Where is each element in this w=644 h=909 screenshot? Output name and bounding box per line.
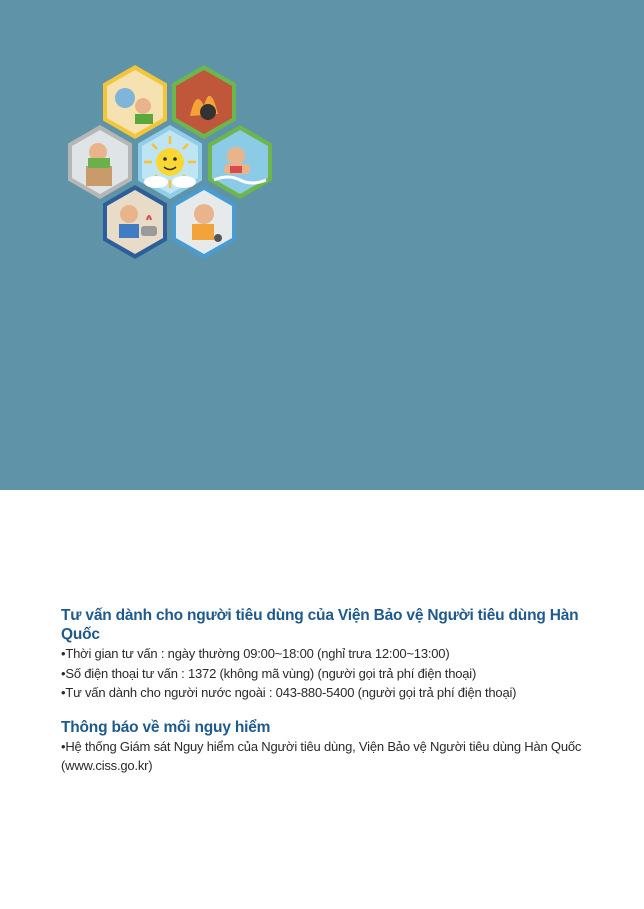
burn-child-icon [103, 185, 167, 259]
fan-child-icon [103, 65, 167, 139]
consultation-heading: Tư vấn dành cho người tiêu dùng của Viện Bảo vệ Người tiêu dùng Hàn Quốc [61, 607, 579, 643]
consultation-phone: •Số điện thoại tư vấn : 1372 (không mã vùng) (người gọi trả phí điện thoại) [61, 665, 477, 681]
consumer-info [61, 606, 601, 776]
consultation-hours: •Thời gian tư vấn : ngày thường 09:00~18:00 (nghỉ trưa 12:00~13:00) [61, 646, 450, 661]
choking-child-icon [172, 185, 236, 259]
hazard-notice-heading: Thông báo về mối nguy hiểm [61, 718, 271, 736]
foreigner-consultation: •Tư vấn dành cho người nước ngoài : 043-880-5400 (người gọi trả phí điện thoại) [61, 685, 517, 700]
hazard-monitoring-system: •Hệ thống Giám sát Nguy hiểm của Người tiêu dùng, Viện Bảo vệ Người tiêu dùng Hàn Quốc (www.ciss.go.kr) [61, 738, 582, 773]
safety-illustration [55, 55, 285, 275]
water-child-icon [208, 125, 272, 199]
fire-stove-icon [172, 65, 236, 139]
falling-child-icon [68, 125, 132, 199]
sun-icon [138, 125, 202, 199]
